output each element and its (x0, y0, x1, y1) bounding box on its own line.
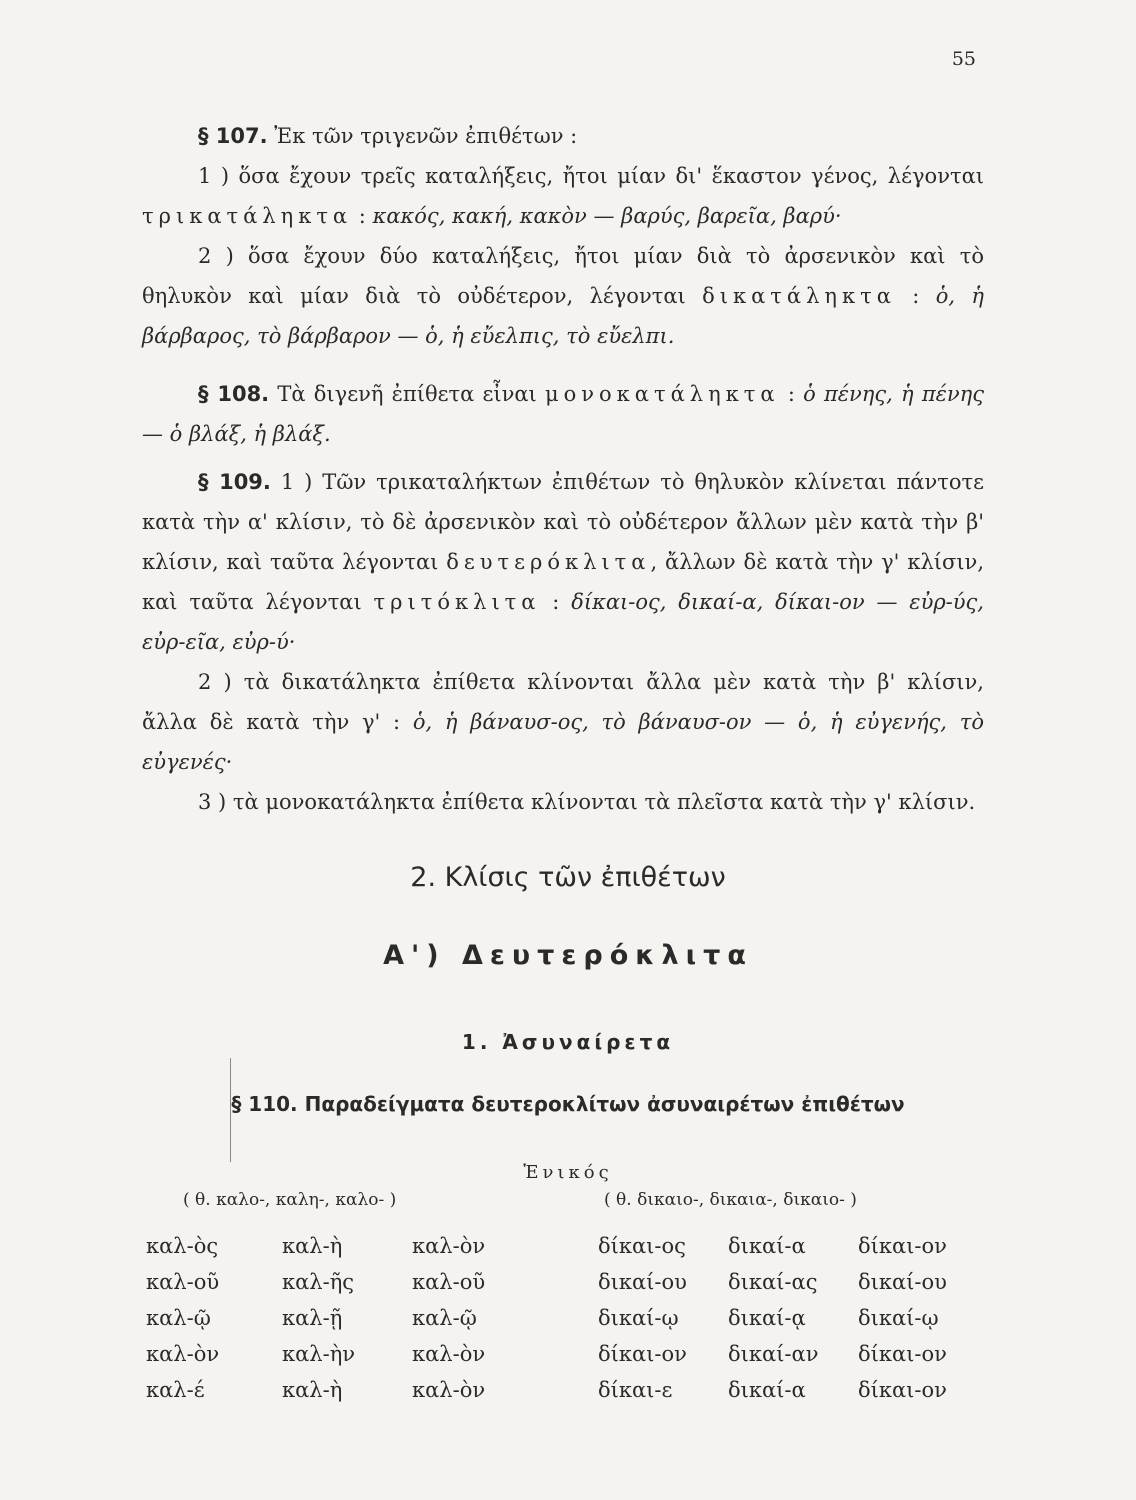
section-number-109: § 109. (198, 470, 271, 494)
form-cell: δικαί-αν (728, 1342, 819, 1366)
form-cell: δικαί-ου (858, 1270, 947, 1294)
form-cell: δίκαι-ον (858, 1342, 947, 1366)
paragraph-107 (142, 116, 984, 356)
form-cell: καλ-οῦ (146, 1270, 220, 1294)
term-dikatalikta: δικατάληκτα (702, 284, 896, 308)
form-cell: δίκαι-ος (598, 1234, 686, 1258)
column-kalos-neuter (412, 1228, 485, 1408)
form-cell: καλ-ὸς (146, 1234, 219, 1258)
form-cell: δικαί-ᾳ (728, 1306, 806, 1330)
paragraph-108-text: Τὰ διγενῆ ἐπίθετα εἶναι (269, 382, 545, 406)
item-109-1-text-2: , ἄλλων δὲ κατὰ τὴν γ' κλίσιν, καὶ ταῦτα λέγονται (142, 550, 984, 614)
form-cell: καλ-ῆς (282, 1270, 355, 1294)
form-cell: δίκαι-ον (858, 1378, 947, 1402)
section-number-110: § 110. (231, 1092, 298, 1116)
item-107-1 (142, 156, 984, 236)
example-108: ὁ πένης, ἡ πένης — ὁ βλάξ, ἡ βλάξ. (142, 382, 984, 446)
column-dikaios-neuter (858, 1228, 947, 1408)
term-tritoklita: τριτόκλιτα (373, 590, 541, 614)
form-cell: καλ-ὸν (412, 1342, 486, 1366)
form-cell: καλ-ὸν (412, 1234, 486, 1258)
item-109-1-text: 1 ) Τῶν τρικαταλήκτων ἐπιθέτων τὸ θηλυκὸν κλίνεται πάντοτε κατὰ τὴν α' κλίσιν, τὸ δὲ ἀρσενικὸν καὶ τὸ οὐδέτερον ἄλλων μὲν κατὰ τὴν β' κλίσιν, καὶ ταῦτα λέγονται (142, 470, 985, 574)
item-107-2-colon: : (895, 284, 936, 308)
paragraph-108 (142, 374, 984, 454)
form-cell: δίκαι-ον (598, 1342, 687, 1366)
form-cell: καλ-ὸν (412, 1378, 486, 1402)
form-cell: δίκαι-ον (858, 1234, 947, 1258)
subsubsection-title: 1. Ἀσυναίρετα (461, 1030, 675, 1054)
item-109-1 (142, 462, 984, 662)
item-109-2-text: 2 ) τὰ δικατάληκτα ἐπίθετα κλίνονται ἄλλα μὲν κατὰ τὴν β' κλίσιν, ἄλλα δὲ κατὰ τὴν γ' : (142, 670, 984, 734)
term-defteroklita: δευτερόκλιτα (446, 550, 651, 574)
form-cell: καλ-ῷ (412, 1306, 477, 1330)
term-monokatalikta: μονοκατάληκτα (544, 382, 780, 406)
example-109-1: δίκαι-ος, δικαί-α, δίκαι-ον — εὐρ-ύς, εὐρ-εῖα, εὐρ-ύ· (142, 590, 984, 654)
example-109-2: ὁ, ἡ βάναυσ-ος, τὸ βάναυσ-ον — ὁ, ἡ εὐγενής, τὸ εὐγενές· (142, 710, 984, 774)
form-cell: καλ-έ (146, 1378, 205, 1402)
item-107-2-text: 2 ) ὅσα ἔχουν δύο καταλήξεις, ἤτοι μίαν διὰ τὸ ἀρσενικὸν καὶ τὸ θηλυκὸν καὶ μίαν διὰ τὸ οὐδέτερον, λέγονται (142, 244, 984, 308)
form-cell: δικαί-ῳ (858, 1306, 939, 1330)
item-107-1-text: 1 ) ὅσα ἔχουν τρεῖς καταλήξεις, ἤτοι μίαν δι' ἕκαστον γένος, λέγονται (198, 164, 984, 188)
column-dikaios-feminine (728, 1228, 818, 1408)
form-cell: καλ-ὴν (282, 1342, 356, 1366)
form-cell: καλ-ῷ (146, 1306, 211, 1330)
paragraph-110-heading: Παραδείγματα δευτεροκλίτων ἀσυναιρέτων ἐπιθέτων (297, 1092, 905, 1116)
item-109-2 (142, 662, 984, 782)
form-cell: καλ-ὴ (282, 1378, 343, 1402)
form-cell: καλ-ὸν (146, 1342, 220, 1366)
form-cell: δικαί-α (728, 1234, 806, 1258)
form-cell: καλ-ὴ (282, 1234, 343, 1258)
form-cell: καλ-οῦ (412, 1270, 486, 1294)
example-107-1: κακός, κακή, κακὸν — βαρύς, βαρεῖα, βαρύ· (372, 204, 842, 228)
column-kalos-masculine (146, 1228, 219, 1408)
term-trikatalikta: τρικατάληκτα (142, 204, 353, 228)
item-107-1-colon: : (352, 204, 373, 228)
paragraph-109 (142, 462, 984, 822)
form-cell: δικαί-ας (728, 1270, 818, 1294)
paragraph-108-colon: : (779, 382, 804, 406)
form-cell: δικαί-α (728, 1378, 806, 1402)
stem-label-dikaios: ( θ. δικαιο-, δικαια-, δικαιο- ) (604, 1190, 857, 1210)
paragraph-107-heading: Ἐκ τῶν τριγενῶν ἐπιθέτων : (267, 124, 578, 148)
column-dikaios-masculine (598, 1228, 687, 1408)
section-number-108: § 108. (198, 382, 270, 406)
item-107-2 (142, 236, 984, 356)
paragraph-110-title (0, 1092, 1136, 1116)
number-label: Ἑνικός (523, 1162, 613, 1183)
example-107-2: ὁ, ἡ βάρβαρος, τὸ βάρβαρον — ὁ, ἡ εὔελπις, τὸ εὔελπι. (142, 284, 984, 348)
form-cell: δικαί-ῳ (598, 1306, 679, 1330)
stem-label-kalos: ( θ. καλο-, καλη-, καλο- ) (183, 1190, 397, 1210)
page-number: 55 (951, 48, 976, 70)
form-cell: δικαί-ου (598, 1270, 687, 1294)
form-cell: δίκαι-ε (598, 1378, 673, 1402)
section-number-107: § 107. (198, 124, 268, 148)
item-109-3-text: 3 ) τὰ μονοκατάληκτα ἐπίθετα κλίνονται τὰ πλεῖστα κατὰ τὴν γ' κλίσιν. (198, 790, 976, 814)
item-109-3 (142, 782, 984, 822)
section-title: 2. Κλίσις τῶν ἐπιθέτων (410, 862, 726, 893)
subsection-title: Α') Δευτερόκλιτα (383, 940, 753, 971)
column-kalos-feminine (282, 1228, 355, 1408)
item-109-1-colon: : (540, 590, 572, 614)
form-cell: καλ-ῇ (282, 1306, 343, 1330)
